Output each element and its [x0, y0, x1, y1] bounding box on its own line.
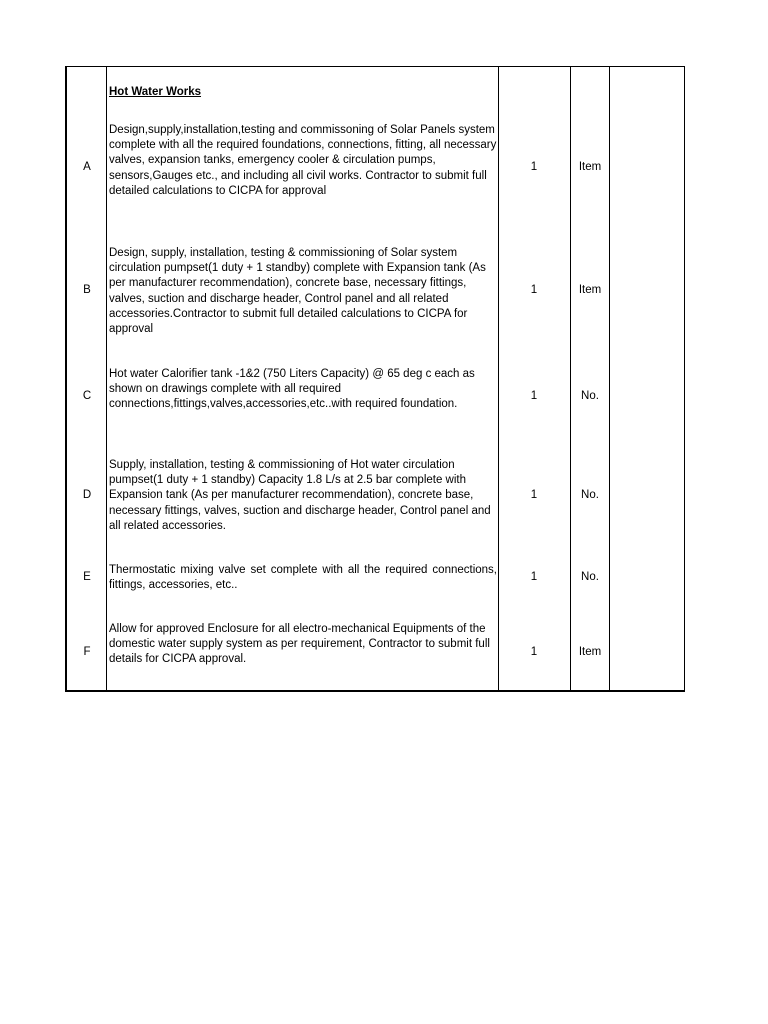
boq-table	[65, 66, 685, 692]
row-f-qty: 1	[530, 646, 538, 658]
row-b-description: Design, supply, installation, testing & commissioning of Solar system circulation pumpset(1 duty + 1 standby) complete with Expansion tank (As per manufacturer recommendation), concrete base, necessary fittings, valves, suction and discharge header, Control panel and all related accessories.Contractor to submit full detailed calculations to CICPA for approval	[109, 247, 486, 336]
row-c-unit: No.	[581, 390, 599, 402]
row-b-code: B	[83, 284, 91, 296]
column-divider-unit	[609, 67, 610, 690]
row-f-unit: Item	[578, 646, 602, 658]
row-c-qty: 1	[530, 390, 538, 402]
row-a-qty: 1	[530, 161, 538, 173]
row-a-code: A	[83, 161, 91, 173]
row-e-unit: No.	[581, 571, 599, 583]
row-f-code: F	[83, 646, 91, 658]
row-c-code: C	[82, 390, 92, 402]
row-a-description: Design,supply,installation,testing and commissoning of Solar Panels system complete with all the required foundations, connections, fitting, all necessary valves, expansion tanks, emergency cooler & circulation pumps, sensors,Gauges etc., and including all civil works. Contractor to submit full detailed calculations to CICPA for approval	[109, 124, 497, 197]
row-c-description: Hot water Calorifier tank -1&2 (750 Liters Capacity) @ 65 deg c each as shown on drawings complete with all required connections,fittings,valves,accessories,etc..with required foundation.	[109, 368, 475, 411]
row-b-unit: Item	[578, 284, 602, 296]
section-heading: Hot Water Works	[109, 86, 202, 98]
row-e-code: E	[83, 571, 91, 583]
row-a-unit: Item	[578, 161, 602, 173]
row-d-unit: No.	[581, 489, 599, 501]
row-d-code: D	[82, 489, 92, 501]
row-b-qty: 1	[530, 284, 538, 296]
row-d-qty: 1	[530, 489, 538, 501]
row-e-description: Thermostatic mixing valve set complete with all the required connections, fittings, accessories, etc..	[109, 564, 497, 592]
row-d-description: Supply, installation, testing & commissioning of Hot water circulation pumpset(1 duty + 1 standby) Capacity 1.8 L/s at 2.5 bar complete with Expansion tank (As per manufacturer recommendation), concrete base, necessary fittings, valves, suction and discharge header, Control panel and all related accessories.	[109, 459, 491, 532]
row-f-description: Allow for approved Enclosure for all electro-mechanical Equipments of the domestic water supply system as per requirement, Contractor to submit full details for CICPA approval.	[109, 623, 490, 666]
row-e-qty: 1	[530, 571, 538, 583]
